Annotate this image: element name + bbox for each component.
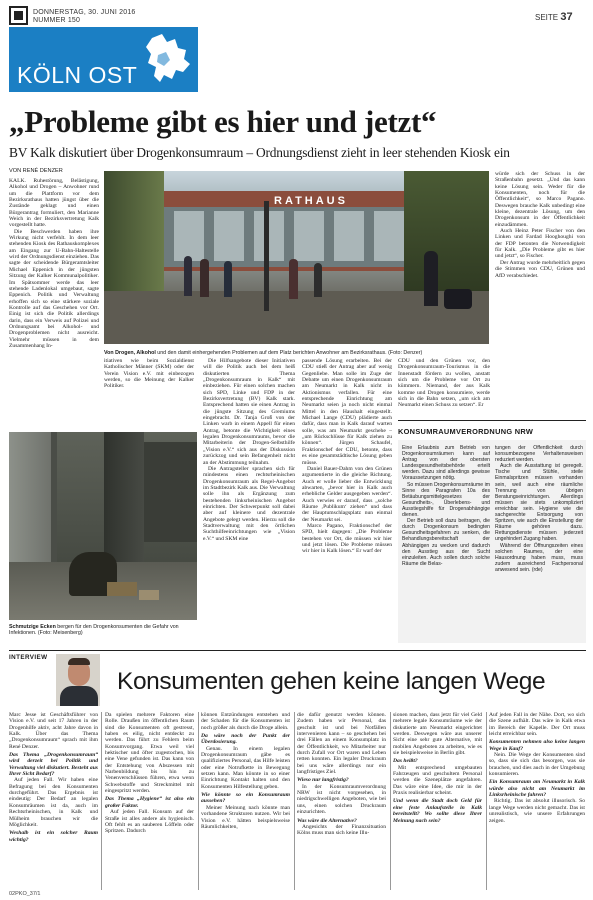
- interview-paragraph: Marc Jesse ist Geschäftsführer von Vision e.V. und seit 17 Jahren in der Drogenhilfe aktiv, acht Jahre davon in Kalk. Über das Thema „Drogenkonsumraum“ sprach mit ihm René Denzer.: [9, 712, 98, 750]
- interview-question: Und wenn die Stadt doch Geld für eine feste Anlaufstelle in Kalk bereitstellt? Wo sollte diese Ihrer Meinung nach sein?: [393, 798, 482, 824]
- article-column-3: [203, 358, 295, 620]
- interview-paragraph: Genau. In einem legalen Drogenkonsumraum gäbe es qualifiziertes Personal, das Hilfe leisten oder eine Notrufkette in Bewegung setzen kann. Man könnte in so einer Einrichtung Kontakt halten und den Konsumenten Hilfestellung geben.: [201, 745, 290, 790]
- interview-column-6: [489, 712, 585, 890]
- interview-question: Das heißt?: [393, 758, 418, 765]
- interview-headline: Konsumenten gehen keine langen Wege: [117, 668, 546, 695]
- interview-question: Wie könnte so ein Konsumraum aussehen?: [201, 792, 290, 805]
- interview-paragraph: Richtig. Das ist absolut illusorisch. So lange Wege werden nicht gemacht. Das ist unrealistisch, wie unsere Erfahrungen zeigen.: [489, 798, 585, 824]
- masthead-date: DONNERSTAG, 30. JUNI 2016: [33, 9, 136, 16]
- article-paragraph: Die Beschwerden haben ihre Wirkung nicht verfehlt. In dem leer stehenden Kiosk des Rathauskomplexes am Eingang zur U-Bahn-Haltestelle wird der Ordnungsdienst einziehen. Das sagte der scheidende Bürgeramtsleiter Michael Eppenich in der jüngsten Sitzung der Kalker Kommunalpolitiker. Im Spätsommer werde das leer stehende Ladenlokal umgebaut, sagte Eppenich. Politik und Verwaltung erhoffen sich so eine stärkere soziale Kontrolle auf das Geschehen vor Ort. Einig ist sich die Politik allerdings darin, dass ein Verweis auf Polizei und Ordnungsamt bei Alkohol- und Drogenproblemen nicht ausreicht. Vielmehr müssen in dem Zusammenhang In-: [9, 228, 99, 349]
- interview-label: INTERVIEW: [9, 654, 48, 661]
- page-number: 37: [560, 11, 573, 23]
- interview-paragraph: sionen machen, dass jetzt für viel Geld mehrere legale Konsumräume wie der diskutierte am Neumarkt eingerichtet werden. Deswegen wäre aus unserer Sicht eine sehr gute Alternative, mit mobilen Angeboten zu arbeiten, wie es sie beispielsweise in Berlin gibt.: [393, 712, 482, 757]
- info-paragraph: Während der Öffnungszeiten eines solchen Raumes, der eine Hausordnung haben muss, muss zudem ausreichend Fachpersonal anwesend sein. (rde): [495, 542, 583, 573]
- interview-column-1: [9, 712, 98, 890]
- column-divider: [390, 712, 391, 890]
- interview-paragraph: Mit entsprechend umgebauten Fahrzeugen und geschultem Personal werden die Szeneplätze angefahren. Das wäre eine Idee, die mir in der Praxis realisierbar scheint.: [393, 764, 482, 797]
- article-paragraph: itiativen wie beim Sozialdienst Katholischer Männer (SKM) oder der Verein Vision e.V. mit einbezogen werden, so die Meinung der Kalker Politiker.: [104, 358, 194, 390]
- article-column-6: [495, 171, 585, 341]
- info-paragraph: Auch die Ausstattung ist geregelt. Tische und Stühle, steile Einmalspritzen müssen vorhanden sein, weil auch eine räumliche Trennung von übrigen Beratungseinrichtungen. Allerdings müssen sie stets unkompliziert erreichbar sein. Hygiene wie die sachgerechte Entsorgung von Spritzen, wie auch die Einstellung der Räume gehören dazu. Rettungsdienste müssen jederzeit ungehindert Zugang haben.: [495, 463, 583, 543]
- article-paragraph: Auch Heinz Peter Fischer von den Linken und Fardad Hooghoughi von der FDP betonten die Notwendigkeit für Kalk. „Die Probleme gibt es hier und jetzt“, so Fischer.: [495, 228, 585, 260]
- interview-question: Was wäre die Alternative?: [297, 817, 357, 824]
- avatar: [56, 654, 100, 706]
- interview-paragraph: können Entzündungen entstehen und der Schaden für die Konsumenten ist noch größer als durch die Droge allein.: [201, 712, 290, 731]
- article-column-4: [302, 358, 392, 620]
- interview-question: Konsumenten nehmen also keine langen Wege in Kauf?: [489, 739, 585, 752]
- photo-sign: RATHAUS: [274, 195, 348, 207]
- interview-column-4: [297, 712, 386, 890]
- interview-question: Weshalb ist ein solcher Raum wichtig?: [9, 830, 98, 843]
- article-paragraph: Die Antragsteller sprachen sich für mindestens einen rechtsrheinischen Drogenkonsumraum als Regel-Angebot im Stadtbezirk Kalk aus. Die Verwaltung solle ihn als Ergänzung zum bestehenden linksrheinischen Angebot einrichten. Der Schwerpunkt soll dabei aber auf kleinere und dezentrale Angebote gelegt werden. Hierzu soll die Stadtverwaltung mit den örtlichen Suchthilfeeinrichtungen wie „Vision e.V.“ und SKM eine: [203, 465, 295, 542]
- article-paragraph: Die Hilfsangebote dieser Initiativen will die Politik auch bei dem heiß diskutierten Thema „Drogenkonsumraum in Kalk“ mit einbeziehen. Für einen solchen machen sich SPD, Linke und FDP in der Bezirksvertretung (BV) Kalk stark. Entsprechend hatten sie einen Antrag in die jüngste Sitzung des Gremiums eingebracht. Dr. Tanja Groß von der Linken warb in einem Appell für einen Antrag, betonte die Wichtigkeit eines legalen Drogenkonsumraums, bevor die Mitarbeiterin der Drogen-Selbsthilfe „Vision e.V.“ sich aus der Diskussion zurückzog und sein Befangenheit nicht an der Abstimmung teilnahm.: [203, 358, 295, 466]
- interview-column-5: [393, 712, 482, 890]
- photo2-caption-lead: Schmutzige Ecken: [9, 624, 56, 630]
- footer-code: 02PKO_37/1: [9, 891, 41, 897]
- interview-paragraph: Auf jeden Fall. Konsum auf der Straße ist alles andere als hygienisch. Oft fehlt es an sauberen Löffeln oder Spritzen. Dadurch: [105, 809, 194, 835]
- interview-paragraph: In der Konsumraumverordnung NRW ist nicht vorgesehen, in niedrigschwelligen Angeboten, wie bei uns, einen solchen Druckraum einzurichten.: [297, 783, 386, 816]
- column-divider: [294, 712, 295, 890]
- interview-paragraph: Angesichts der Finanzsituation Kölns muss man sich keine Illu-: [297, 823, 386, 837]
- info-box-column-left: [402, 445, 490, 643]
- newspaper-logo: [9, 6, 28, 25]
- photo1-caption-text: und den damit einhergehenden Problemen auf dem Platz berichten Anwohner am Bezirksrathaus. (Foto: Denzer): [157, 350, 423, 356]
- interview-question: Das Thema „Drogenkonsumraum“ wird derzeit bei Politik und Verwaltung viel diskutiert. Besteht aus Ihrer Sicht Bedarf?: [9, 752, 98, 778]
- district-map-icon: [140, 30, 195, 86]
- info-paragraph: Eine Erlaubnis zum Betrieb von Drogenkonsumräumen kann auf Antrag von der obersten Landesgesundheitsbehörde erteilt werden. Dazu sind allerdings gewisse Voraussetzungen nötig.: [402, 445, 490, 482]
- page-label: SEITE: [535, 13, 559, 22]
- photo1-caption-lead: Von Drogen, Alkohol: [104, 350, 156, 356]
- article-column-1: [9, 178, 99, 390]
- article-paragraph: Der Antrag wurde mehrheitlich gegen die Stimmen von CDU, Grünen und AfD verabschiedet.: [495, 259, 585, 279]
- column-divider: [486, 712, 487, 890]
- photo2-caption: [9, 624, 197, 636]
- article-paragraph: KALK. Ruhestörung, Belästigung, Alkohol und Drogen – Anwohner rund um die Plattform vor dem Bezirksrathaus hatten jüngst über die Zustände geklagt und einen Bürgerantrag formuliert, den Marianne Weich in der Bezirksvertretung Kalk vorgestellt hatte.: [9, 178, 99, 229]
- article-paragraph: würde sich der Schuss in der Straßenbahn gesetzt. „Und das kann keine Lösung sein. Weder für die Konsumenten, noch für die Öffentlichkeit“, so Marco Pagano. Deswegen brauche Kalk unbedingt eine kleine, dezentrale Lösung, um den Drogenkonsum in der Öffentlichkeit einzudämmen.: [495, 171, 585, 228]
- interview-question: Ein Konsumraum am Neumarkt in Kalk würde also nicht am Neumarkt im Linksrheinische fahren?: [489, 779, 585, 799]
- info-box-rule: [398, 420, 586, 421]
- interview-paragraph: die dafür genutzt werden können. Zudem haben wir Personal, das geschult ist und bei Notfällen intervenieren kann – so geschehen bei drei Fällen an einem Konsumplatz in der Öffentlichkeit, wo Mitarbeiter nur durch Zufall vor Ort waren und Leben retten konnten. Ein legaler Druckraum bei uns wäre allerdings nur ein langfristiges Ziel.: [297, 712, 386, 776]
- info-box-title: KONSUMRAUMVERORDNUNG NRW: [398, 427, 534, 436]
- info-paragraph: tungen der Öffentlichkeit durch konsumbezogene Verhaltensweisen reduziert werden.: [495, 445, 583, 464]
- interview-column-3: [201, 712, 290, 890]
- info-paragraph: So müssen Drogenkonsumräume im Sinne des Paragrafen 10a des Betäubungsmittelgesetzes der Gesundheits-, Überlebens- und Ausstiegshilfe für Drogenabhängige dienen.: [402, 481, 490, 519]
- interview-paragraph: Auf jeden Fall. Wir haben eine Befragung bei den Konsumenten durchgeführt. Das Ergebnis ist eindeutig: Der Bedarf an legalen Konsumräumen ist da, auch im Rechtsrheinischen, in Kalk und Mülheim brauchen wir die Möglichkeit.: [9, 777, 98, 828]
- interview-question: Das Thema „Hygiene“ ist also ein großer Faktor.: [105, 796, 194, 809]
- interview-paragraph: Meiner Meinung nach könnte man vorhandene Strukturen nutzen. Wir bei Vision e.V. hätten beispielsweise Räumlichkeiten,: [201, 804, 290, 830]
- article-paragraph: Marco Pagano, Fraktionschef der SPD, hielt dagegen: „Die Probleme bestehen vor Ort, die müssen wir hier und jetzt lösen. Die Probleme müssen wir hier in Kalk lösen.“ Er warf der: [302, 522, 392, 555]
- photo-town-hall-square: [104, 171, 489, 344]
- interview-rule: [9, 650, 586, 651]
- photo1-caption: [104, 350, 489, 356]
- info-paragraph: Der Betrieb soll dazu beitragen, die durch Drogenkonsum bedingten Gesundheitsgefahren zu senken, die Behandlungsbereitschaft der Abhängigen zu wecken und dadurch den Ausstieg aus der Sucht einzuleiten. Auch sollen durch solche Räume die Belas-: [402, 518, 490, 567]
- interview-question: Da wäre noch der Punkt der Überdosierung.: [201, 733, 290, 746]
- page-number-block: [535, 11, 573, 23]
- interview-paragraph: Da spielen mehrere Faktoren eine Rolle. Draußen im öffentlichen Raum sind die Konsumenten oft gestresst, haben es eilig, nicht entdeckt zu werden. Das führt zu Fehlern beim Konsumvorgang. Etwa weil viel hektischer und öfter zugestochen, bis eine Vene gefunden ist. Das kann von der Entstehung von Abszessen mit Narbenbildung bis hin zu Venenverschlüssen führen, etwa wenn Schwebstoffe und Streckmittel mit eingespritzt werden.: [105, 712, 194, 795]
- photo2-caption-text: bergen für den Drogenkonsumenten die Gefahr von Infektionen. (Foto: Meisenberg): [9, 624, 179, 637]
- column-divider: [198, 712, 199, 890]
- article-subheadline: BV Kalk diskutiert über Drogenkonsumraum – Ordnungsdienst zieht in leer stehenden Kiosk ein: [9, 145, 510, 160]
- info-box-column-right: [495, 445, 583, 643]
- article-paragraph: passende Lösung erarbeiten. Bei der CDU stieß der Antrag aber auf wenig Gegenliebe. Man solle im Zuge der Debatte um einen Drogenkonsumraum am Neumarkt in Kalk nicht in Aktionismus verfallen. Für eine entsprechende Einrichtung am Neumarkt seien ja noch nicht einmal Mittel in den Haushalt eingestellt. Michael Lange (CDU) plädierte auch dafür, dass man in Kalk darauf warten solle, was am Neumarkt geschehe – „um Rückschlüsse für Kalk ziehen zu können“. Jürgen Schaufel, Fraktionschef der CDU, betonte, dass es eine gesamtstädtische Lösung geben müsse.: [302, 358, 392, 466]
- byline: VON RENÉ DENZER: [9, 168, 63, 174]
- column-divider: [101, 712, 102, 890]
- article-headline: „Probleme gibt es hier und jetzt“: [9, 104, 437, 139]
- photo-dirty-corner: [9, 432, 197, 620]
- article-column-5: [398, 358, 490, 416]
- interview-paragraph: Nein. Die Wege der Konsumenten sind so, dass sie sich das besorgen, was sie brauchen, und dies auch in der Umgebung konsumieren.: [489, 752, 585, 778]
- article-column-2: [104, 358, 194, 398]
- masthead-number: NUMMER 150: [33, 17, 81, 24]
- article-paragraph: Daniel Bauer-Dahm von den Grünen argumentierte in die gleiche Richtung. Auch er wolle lieber die Entwicklung abwarten, „bevor hier in Kalk auch erhebliche Gelder ausgegeben werden“. Auch verwies er darauf, dass „solche Räume ‚Publikum‘ ziehen“ und dass der Hauptumschlagsplatz nun einmal der Neumarkt sei.: [302, 465, 392, 523]
- interview-paragraph: Auf jeden Fall in der Nähe. Dort, wo sich die Szene aufhält. Das wäre in Kalk etwa im Bereich der Kapelle. Der Ort muss leicht erreichbar sein.: [489, 712, 585, 738]
- section-title: KÖLN OST: [17, 62, 138, 88]
- interview-question: Wieso nur langfristig?: [297, 777, 349, 784]
- interview-column-2: [105, 712, 194, 890]
- article-paragraph: CDU und den Grünen vor, den Drogenkonsumraum-Tourismus in die Innenstadt fördern zu wollen, anstatt sich um die Probleme vor Ort zu kümmern. Niemand, der aus Kalk komme und Drogen konsumiere, werde sich in die Bahn setzen, „um sich am Neumarkt einen Schuss zu setzen“. Er: [398, 358, 490, 409]
